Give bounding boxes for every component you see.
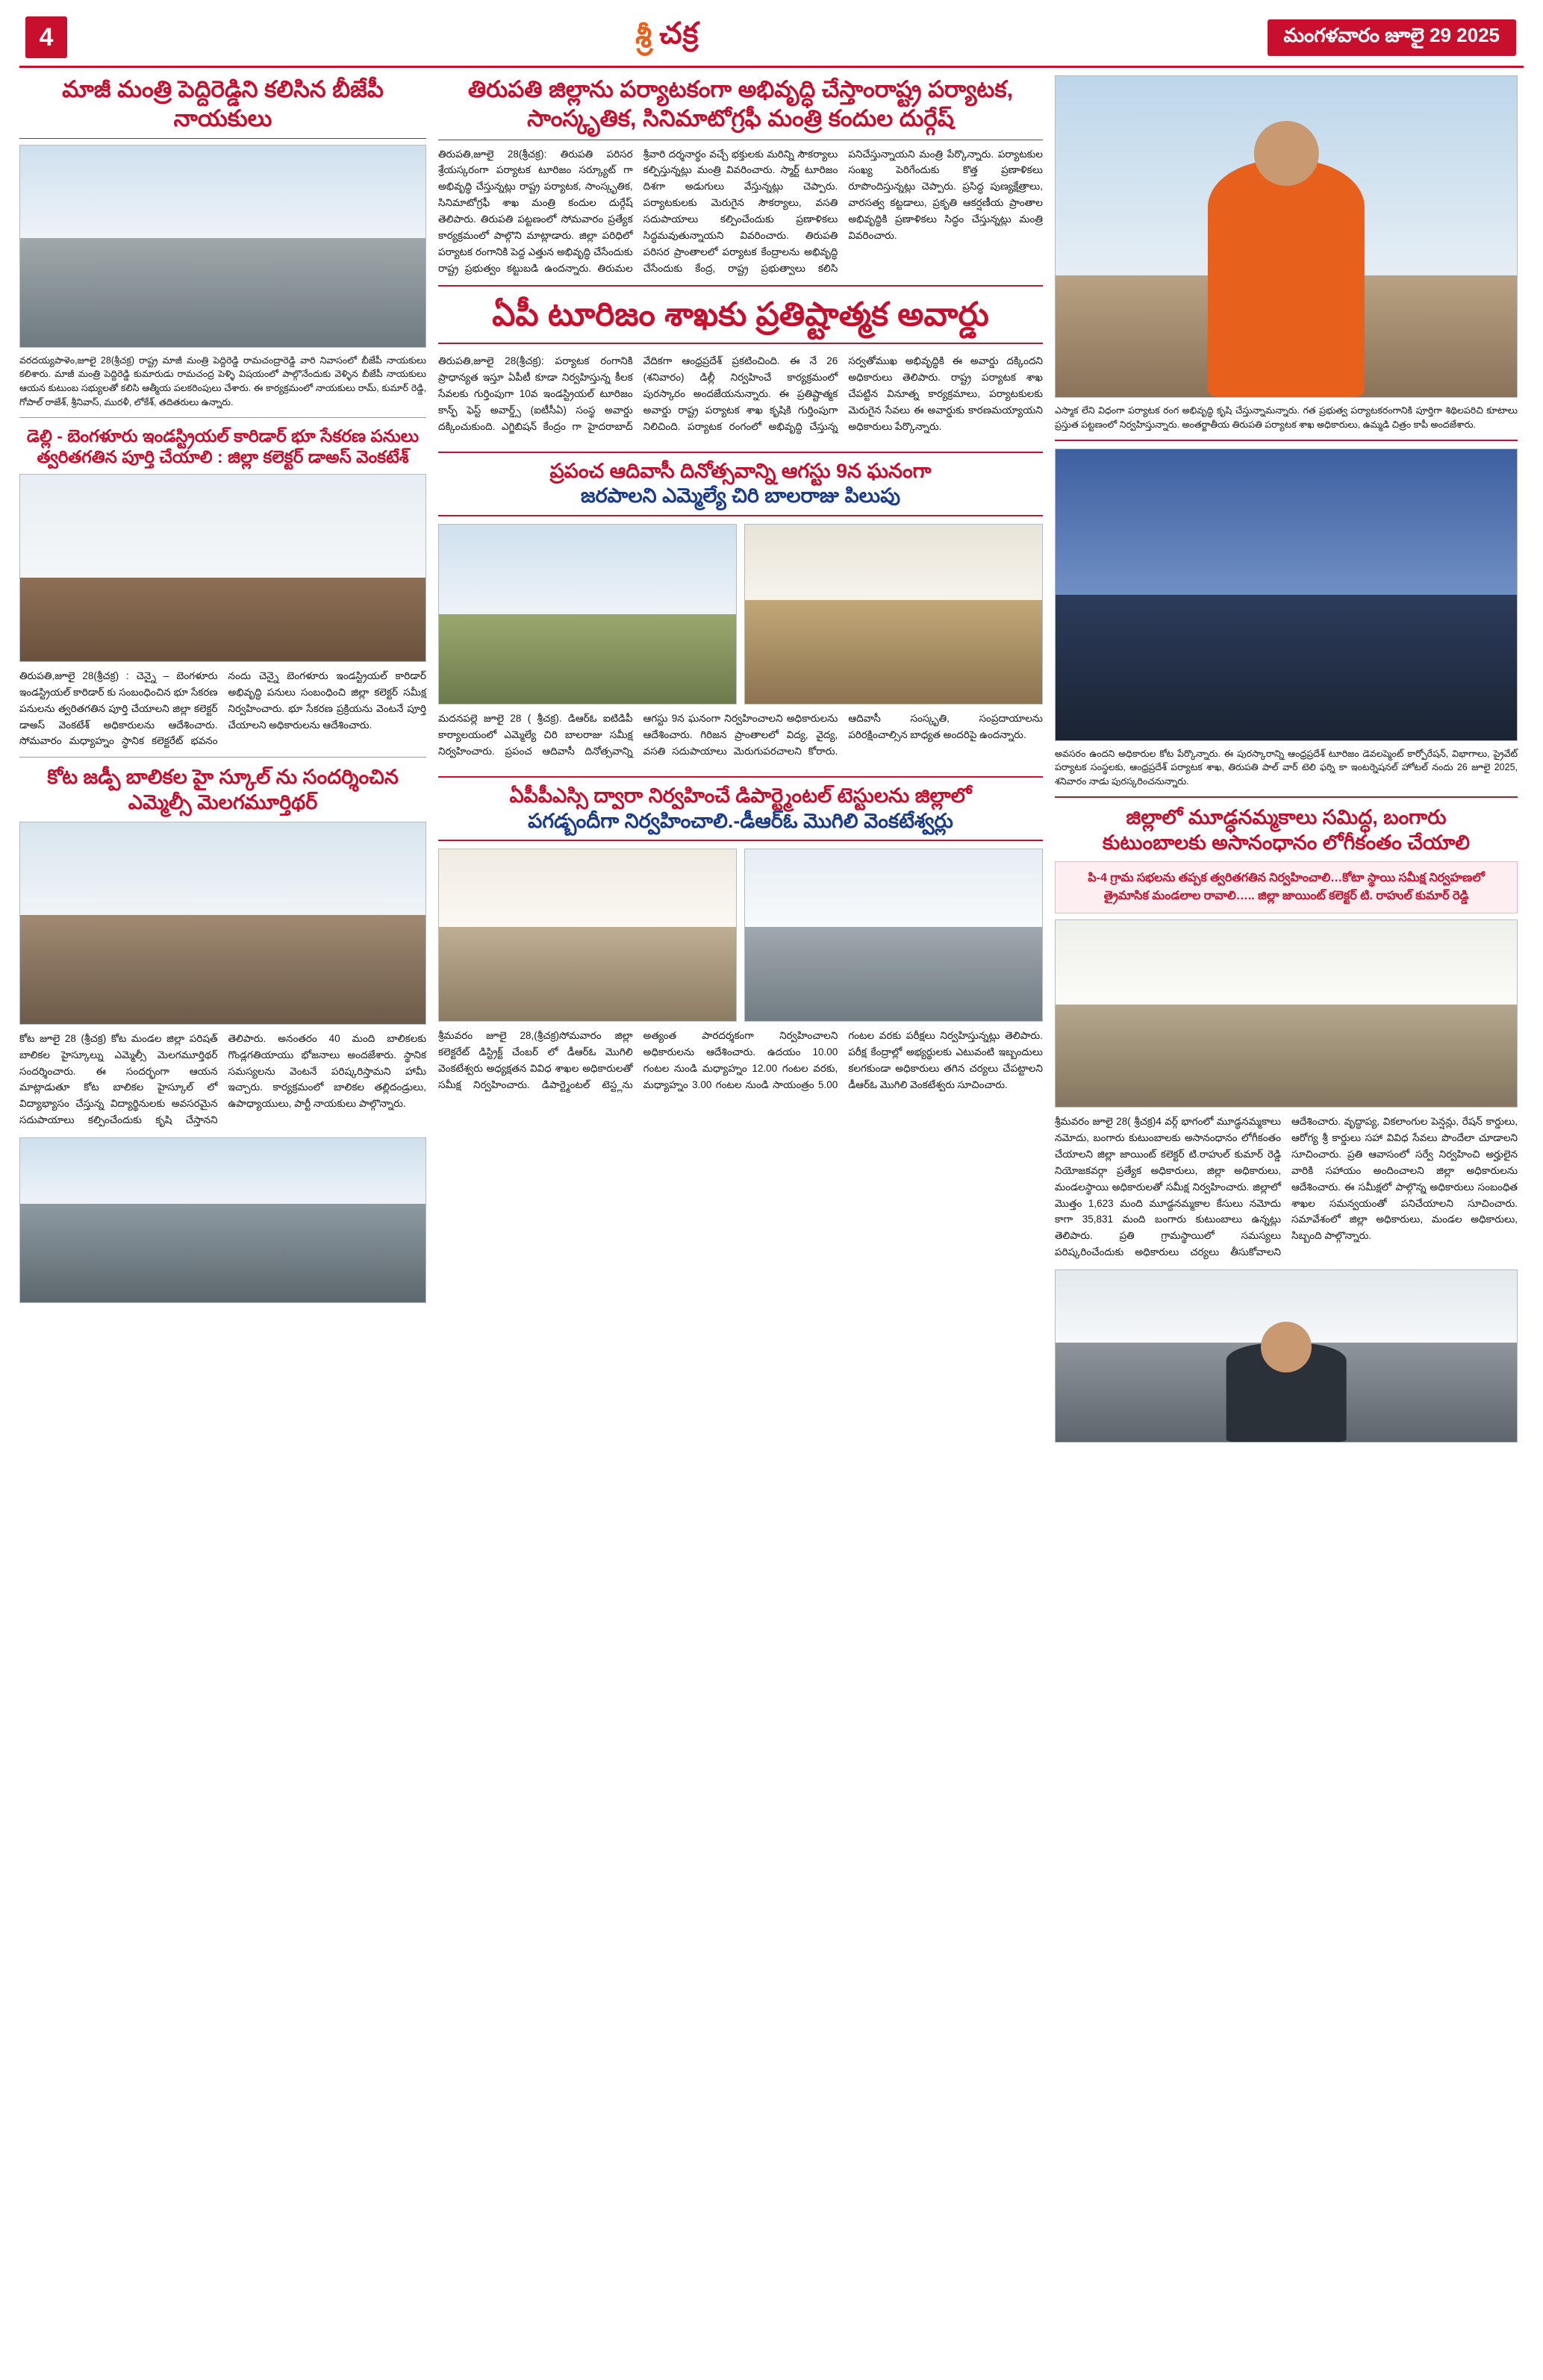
mid-story4-headline-line1: ఏపీపీఎస్సి ద్వారా నిర్వహించే డిపార్ట్మెంటల్ టెస్టులను జిల్లాలో	[509, 784, 972, 807]
left-story2-headline: డెల్లి - బెంగళూరు ఇండస్ట్రియల్ కారిడార్ భూ సేకరణ పనులు	[26, 425, 420, 446]
mid-story4-photo2	[744, 849, 1043, 1022]
right-minister-caption: ఎస్మాక లేని విధంగా పర్యాటక రంగ అభివృద్ధి కృషి చేస్తున్నామన్నారు. గత ప్రభుత్వ పర్యాటకరంగానికి పూర్తిగా శిథిలపరిచి కూటాలు ప్రస్తుత పట్టణంలో నిర్వహిస్తున్నారు. అంతర్జాతీయ తిరుపతి పర్యాటక శాఖ అధికారులు, ఉమ్మడి చిత్రం కాపీ అందజేశారు.	[1055, 405, 1518, 430]
page-number: 4	[25, 16, 67, 58]
edition-date: మంగళవారం జూలై 29 2025	[1268, 19, 1517, 56]
mid-story3-headline	[438, 452, 1043, 517]
column-middle	[438, 75, 1043, 1443]
right-award-caption: అవసరం ఉందని అధికారుల కోట పేర్కొన్నారు. ఈ పురస్కారాన్ని ఆంధ్రప్రదేశ్ టూరిజం డెవలప్మెంట్ కార్పోరేషన్, విభాగాలు, ప్రైవేట్ పర్యాటక సంస్థలకు, ఆంధ్రప్రదేశ్ పర్యాటక శాఖ, తిరుపతి పాల్ వార్ టెలి ఫర్ని కా ఇంటర్నెషనల్ హోటల్ నందు 26 జూలై 2025, శనివారం నాడు పురస్కరించనున్నారు.	[1055, 748, 1518, 787]
right-story1-text: శ్రీమవరం జూలై 28( శ్రీచక్ర)4 వర్గ్ భాగంలో మూడ్ధనమ్మకాలు నమోదు, బంగారు కుటుంబాలకు అసానంధానం లోగీకంతం చేయాలని జిల్లా జాయింట్ కలెక్టర్ టి.రాహుల్ కుమార్ రెడ్డి నియోజకవర్గా ప్రత్యేక అధికారులు, జిల్లా అధికారులు, మండలస్థాయి అధికారులతో సమీక్ష నిర్వహించారు. జిల్లాలో మొత్తం 1,623 మంది మూడ్ధనమ్మకాల కేసులు నమోదు కాగా 35,831 మంది బంగారు కుటుంబాలు ఉన్నట్లు తెలిపారు. ప్రతి గ్రామస్థాయిలో సమస్యలు పరిష్కరించేందుకు అధికారులు చర్యలు తీసుకోవాలని ఆదేశించారు. వృద్ధాప్య, వికలాంగుల పెన్షన్లు, రేషన్ కార్డులు, ఆరోగ్య శ్రీ కార్డులు సహా వివిధ సేవలు పొందేలా చూడాలని సూచించారు. ప్రతి ఆవాసంలో సర్వే నిర్వహించి అర్హులైన వారికి సహాయం అందించాలని జిల్లా అధికారులను ఆదేశించారు. ఈ సమీక్షలో పాల్గొన్న అధికారులు సంబంధిత శాఖల సమన్వయంతో పనిచేయాలని సూచించారు. సమావేశంలో జిల్లా అధికారులు, మండల అధికారులు, సిబ్బంది పాల్గొన్నారు.	[1055, 1116, 1518, 1258]
newspaper-logo	[67, 17, 1268, 58]
mid-story4-headline-line2: పగడ్బందీగా నిర్వహించాలి.-డీఆర్ఓ మొగిలి వెంకటేశ్వర్లు	[528, 809, 953, 832]
mid-story1-text: తిరుపతి,జూలై 28(శ్రీచక్ర): తిరుపతి పరిసర శ్రేయస్కరంగా పర్యాటక టూరిజం సర్క్యూట్ గా అభివృద్ధి చేస్తున్నట్లు రాష్ట్ర పర్యాటక, సాంస్కృతిక, సినిమాటోగ్రఫీ శాఖ మంత్రి కందుల దుర్గేష్ తెలిపారు. తిరుపతి పట్టణంలో సోమవారం ప్రత్యేక కార్యక్రమంలో పాల్గొని మాట్లాడారు. జిల్లా పరిధిలో పర్యాటక రంగానికి పెద్ద ఎత్తున అభివృద్ధి చేసేందుకు రాష్ట్ర ప్రభుత్వం కట్టుబడి ఉందన్నారు. తిరుమల శ్రీవారి దర్శనార్థం వచ్చే భక్తులకు మరిన్ని సౌకర్యాలు కల్పిస్తున్నట్లు మంత్రి వివరించారు. స్మార్ట్ టూరిజం దిశగా అడుగులు వేస్తున్నట్లు చెప్పారు. పర్యాటకులకు మెరుగైన సౌకర్యాలు, వసతి సదుపాయాలు కల్పించేందుకు ప్రణాళికలు సిద్ధమవుతున్నాయని వివరించారు. తిరుపతి పరిసర ప్రాంతాలలో పర్యాటక కేంద్రాలను అభివృద్ధి చేసేందుకు కేంద్ర, రాష్ట్ర ప్రభుత్వాలు కలిసి పనిచేస్తున్నాయని మంత్రి పేర్కొన్నారు. పర్యాటకుల సంఖ్య పెరిగేందుకు కొత్త ప్రణాళికలు రూపొందిస్తున్నట్లు చెప్పారు. ప్రసిద్ధ పుణ్యక్షేత్రాలు, వారసత్వ కట్టడాలు, ప్రకృతి ఆకర్షణీయ ప్రాంతాల అభివృద్ధికి ప్రణాళికలు సిద్ధం చేస్తున్నట్లు మంత్రి వివరించారు.	[438, 148, 1043, 274]
right-story1-headline	[1055, 805, 1518, 856]
left-story1-photo	[19, 145, 426, 348]
right-story1-tint-text: పి-4 గ్రామ సభలను తప్పక త్వరితగతిన నిర్వహించాలి…కోటా స్థాయి సమీక్ష నిర్వహణలో త్రైమాసిక మండలాల రావాలి….. జిల్లా జాయింట్ కలెక్టర్ టి. రాహుల్ కుమార్ రెడ్డి	[1088, 872, 1485, 903]
left-story2-photo	[19, 474, 426, 662]
mid-story1-headline: తిరుపతి జిల్లాను పర్యాటకంగా అభివృద్ధి చేస్తాంరాష్ట్ర పర్యాటక, సాంస్కృతిక, సినిమాటోగ్రఫీ మంత్రి కందుల దుర్గేష్	[438, 75, 1043, 140]
mid-story4-headline	[438, 776, 1043, 842]
left-story2-subhead: త్వరితగతిన పూర్తి చేయాలి : జిల్లా కలెక్టర్ డాఅస్ వెంకటేశ్	[37, 447, 409, 467]
mid-story3-photo1	[438, 524, 737, 705]
mid-story2-text: తిరుపతి,జూలై 28(శ్రీచక్ర): పర్యాటక రంగానికి ప్రాధాన్యత ఇస్తూ ఏపీటీ కూడా నిర్వహిస్తున్న కీలక సేవలకు గుర్తింపుగా 10వ ఇండస్ట్రియల్ టూరిజం కాన్ఫ్ ఫెస్ట్ అవార్డ్స్ (ఐటీసీఏ) సంస్థ అవార్డు దక్కించుకుంది. ఎగ్జిబిషన్ కేంద్రం గా హైదరాబాద్ వేదికగా ఆంధ్రప్రదేశ్ ప్రకటించింది. ఈ నే 26 (శనివారం) డిల్లీ నిర్వహించే కార్యక్రమంలో పురస్కారం అందజేయనున్నారు. ఈ ప్రతిష్టాత్మక అవార్డు రాష్ట్ర పర్యాటక శాఖ కృషికి గుర్తింపుగా నిలిచింది. పర్యాటక రంగంలో అభివృద్ధి చేస్తున్న సర్వతోముఖ అభివృద్ధికి ఈ అవార్డు దక్కిందని అధికారులు తెలిపారు. రాష్ట్ర పర్యాటక శాఖ చేపట్టిన వినూత్న కార్యక్రమాలు, పర్యాటకులకు మెరుగైన సేవలు ఈ అవార్డుకు కారణమయ్యాయని అధికారులు పేర్కొన్నారు.	[438, 355, 1043, 432]
left-story2-text: తిరుపతి,జూలై 28(శ్రీచక్ర) : చెన్నై – బెంగళూరు ఇండస్ట్రియల్ కారిడార్ కు సంబంధించిన భూ సేకరణ పనులను త్వరితగతిన పూర్తి చేయాలని జిల్లా కలెక్టర్ డాఅస్ వెంకటేశ్ అధికారులను ఆదేశించారు. సోమవారం మధ్యాహ్నం స్థానిక కలెక్టరేట్ భవనం నందు చెన్నై బెంగళూరు ఇండస్ట్రియల్ కారిడార్ అభివృద్ధి పనులు సంబంధించి జిల్లా కలెక్టర్ సమీక్ష నిర్వహించారు. భూ సేకరణ ప్రక్రియను వెంటనే పూర్తి చేయాలని అధికారులను ఆదేశించారు.	[19, 670, 426, 747]
mid-story2-headline: ఏపీ టూరిజం శాఖకు ప్రతిష్టాత్మక అవార్డు	[438, 285, 1043, 344]
right-story1-photo2	[1055, 1269, 1518, 1443]
right-award-photo	[1055, 449, 1518, 741]
right-story1-headline-line2: కుటుంబాలకు అసానంధానం లోగీకంతం చేయాలి	[1102, 831, 1471, 854]
mid-story4-text: శ్రీమవరం జూలై 28,(శ్రీచక్ర)సోమవారం జిల్లా కలెక్టరేట్ డిస్ట్రిక్ట్ చేంబర్ లో డీఆర్ఓ మొగిలి వెంకటేశ్వరు అధ్యక్షతన వివిధ శాఖల అధికారులతో సమీక్ష నిర్వహించారు. డిపార్ట్మెంటల్ టెస్ట్లను అత్యంత పారదర్శకంగా నిర్వహించాలని అధికారులను ఆదేశించారు. ఉదయం 10.00 గంటల నుండి మధ్యాహ్నం 12.00 గంటల వరకు, మధ్యాహ్నం 3.00 గంటల నుండి సాయంత్రం 5.00 గంటల వరకు పరీక్షలు నిర్వహిస్తున్నట్లు తెలిపారు. పరీక్ష కేంద్రాల్లో అభ్యర్థులకు ఎటువంటి ఇబ్బందులు కలగకుండా అధికారులు తగిన చర్యలు చేపట్టాలని డీఆర్ఓ మొగిలి వెంకటేశ్వరు సూచించారు.	[438, 1030, 1043, 1090]
mid-story3-headline-line2: జరపాలని ఎమ్మెల్యే చిరి బాలరాజు పిలుపు	[580, 484, 901, 507]
page-columns	[19, 75, 1524, 1443]
right-story1-tint-box	[1055, 861, 1518, 913]
left-story3-photo	[19, 822, 426, 1025]
mid-story3-headline-line1: ప్రపంచ ఆదివాసీ దినోత్సవాన్ని ఆగస్టు 9న ఘనంగా	[549, 459, 932, 482]
logo-mark: శ్రీ	[635, 21, 652, 54]
left-story3-headline: కోట జడ్పీ బాలికల హై స్కూల్ ను సందర్శించిన ఎమ్మెల్సీ మెలగమూర్తిథర్	[47, 766, 399, 814]
right-story1-photo	[1055, 919, 1518, 1108]
logo-word: చక్ర	[659, 16, 699, 50]
mid-story3-text: మదనపల్లె జూలై 28 ( శ్రీచక్ర). డిఆర్ఓ ఐటిడిపీ కార్యాలయంలో ఎమ్మెల్యే చిరి బాలరాజు సమీక్ష నిర్వహించారు. ప్రపంచ ఆదివాసీ దినోత్సవాన్ని ఆగస్టు 9న ఘనంగా నిర్వహించాలని అధికారులను ఆదేశించారు. గిరిజన ప్రాంతాలలో విద్య, వైద్య, వసతి సదుపాయాలు మెరుగుపరచాలని కోరారు. ఆదివాసీ సంస్కృతి, సంప్రదాయాలను పరిరక్షించాల్సిన బాధ్యత అందరిపై ఉందన్నారు.	[438, 713, 1043, 757]
left-story1-headline: మాజీ మంత్రి పెద్దిరెడ్డిని కలిసిన బీజేపీ నాయకులు	[19, 75, 426, 139]
mid-story3-photo2	[744, 524, 1043, 705]
mid-story4-photo1	[438, 849, 737, 1022]
column-right	[1055, 75, 1518, 1443]
left-story3-photo2	[19, 1137, 426, 1303]
right-minister-photo	[1055, 75, 1518, 398]
left-story3-text: కోట జూలై 28 (శ్రీచక్ర) కోట మండల జిల్లా పరిషత్ బాలికల హైస్కూల్ను ఎమ్మెల్సీ మెలగమూర్తిథర్ సందర్శించారు. ఈ సందర్భంగా ఆయన మాట్లాడుతూ కోట బాలికల హైస్కూల్ లో విద్యాభ్యాసం చేస్తున్న విద్యార్థినులకు అవసరమైన సదుపాయాలు కల్పించేందుకు కృషి చేస్తానని తెలిపారు. అనంతరం 40 మంది బాలికలకు గొండ్లగతియాయు భోజనాలు అందజేశారు. స్థానిక సమస్యలను వెంటనే పరిష్కరిస్తామని హామీ ఇచ్చారు. కార్యక్రమంలో బాలికల తల్లిదండ్రులు, ఉపాధ్యాయులు, పార్టీ నాయకులు పాల్గొన్నారు.	[19, 1032, 426, 1126]
masthead	[19, 16, 1524, 68]
column-left	[19, 75, 426, 1443]
right-story1-headline-line1: జిల్లాలో మూడ్ధనమ్మకాలు సమిద్ధ, బంగారు	[1126, 805, 1447, 828]
left-story1-caption: వరదయ్యపాళెం,జూలై 28(శ్రీచక్ర) రాష్ట్ర మాజీ మంత్రి పెద్దిరెడ్డి రామచంద్రారెడ్డి వారి నివాసంలో బీజేపీ నాయకులు కలిశారు. మాజీ మంత్రి పెద్దిరెడ్డి కుమారుడు రామచంద్ర పెళ్ళి విషయంలో పాల్గొనేందుకు వెళ్ళిన బీజేపీ నాయకులు ఆయన కుటుంబ సభ్యులతో కలిసి ఆత్మీయ పలకరింపులు చేశారు. ఈ కార్యక్రమంలో నాయకులు రామ్, కుమార్ రెడ్డి, గోపాల్ రాజేశ్, శ్రీనివాస్, మురళీ, లోకేశ్, తదితరులు ఉన్నారు.	[19, 354, 426, 407]
